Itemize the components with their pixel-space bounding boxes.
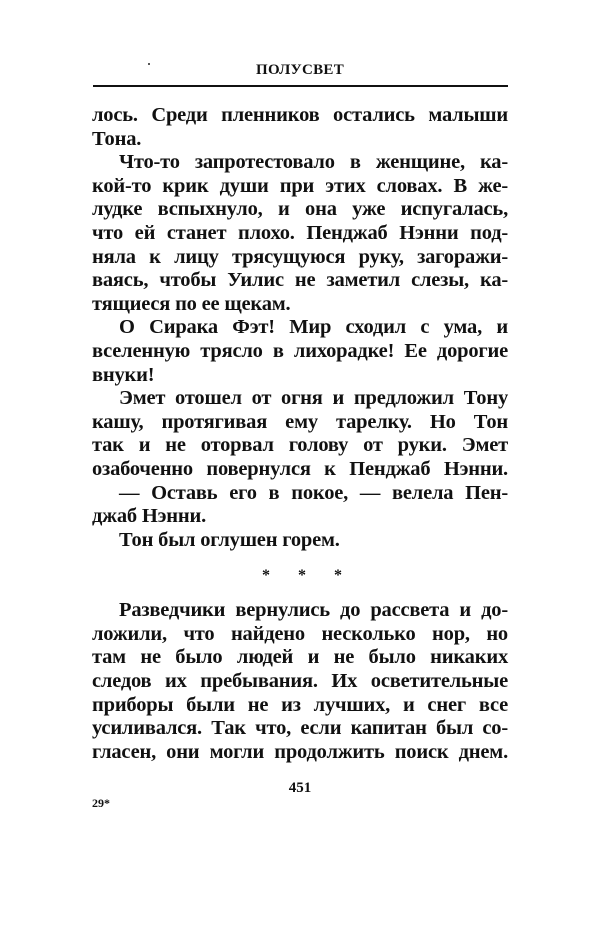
paragraph bbox=[92, 104, 508, 151]
running-head: ПОЛУСВЕТ bbox=[255, 62, 345, 78]
text-line: внуки! bbox=[92, 363, 155, 386]
text-line: ваясь, чтобы Уилис не заметил слезы, ка- bbox=[92, 269, 508, 292]
text-line: Разведчики вернулись до рассвета и до- bbox=[119, 599, 508, 622]
paragraph bbox=[92, 316, 508, 387]
text-line: джаб Нэнни. bbox=[92, 505, 207, 528]
paragraph bbox=[92, 387, 508, 481]
text-line: там не было людей и не было никаких bbox=[92, 646, 508, 669]
text-line: вселенную трясло в лихорадке! Ее дорогие bbox=[92, 339, 508, 362]
paragraph bbox=[92, 529, 508, 553]
text-line: Тон был оглушен горем. bbox=[119, 528, 340, 551]
text-line: Что-то запротестовало в женщине, ка- bbox=[119, 151, 508, 174]
text-line: кой-то крик души при этих словах. В же- bbox=[92, 174, 508, 197]
text-line: так и не оторвал голову от руки. Эмет bbox=[92, 434, 508, 457]
paragraph bbox=[92, 599, 508, 764]
paragraph bbox=[92, 482, 508, 529]
text-line: лудке вспыхнуло, и она уже испугалась, bbox=[92, 198, 508, 221]
text-line: Тона. bbox=[92, 127, 142, 150]
section-break-asterisks: * * * bbox=[262, 567, 354, 585]
text-line: усиливался. Так что, если капитан был со- bbox=[92, 717, 508, 740]
text-line: — Оставь его в покое, — велела Пен- bbox=[119, 481, 508, 504]
text-line: няла к лицу трясущуюся руку, загоражи- bbox=[92, 245, 508, 268]
text-line: ложили, что найдено несколько нор, но bbox=[92, 622, 508, 645]
text-line: кашу, протягивая ему тарелку. Но Тон bbox=[92, 410, 508, 433]
paragraph bbox=[92, 151, 508, 316]
text-line: лось. Среди пленников остались малыши bbox=[92, 104, 508, 126]
text-line: гласен, они могли продолжить поиск днем. bbox=[92, 740, 508, 763]
body-text bbox=[92, 104, 508, 764]
header-rule bbox=[93, 85, 508, 87]
text-line: что ей станет плохо. Пенджаб Нэнни под- bbox=[92, 221, 508, 244]
text-line: тящиеся по ее щекам. bbox=[92, 292, 291, 315]
signature-mark: 29* bbox=[92, 796, 110, 810]
page-number: 451 bbox=[288, 780, 312, 796]
text-line: озабоченно повернулся к Пенджаб Нэнни. bbox=[92, 457, 508, 480]
text-line: приборы были не из лучших, и снег все bbox=[92, 693, 508, 716]
text-line: следов их пребывания. Их осветительные bbox=[92, 670, 508, 693]
text-line: Эмет отошел от огня и предложил Тону bbox=[119, 387, 508, 410]
text-line: О Сирака Фэт! Мир сходил с ума, и bbox=[119, 316, 508, 339]
